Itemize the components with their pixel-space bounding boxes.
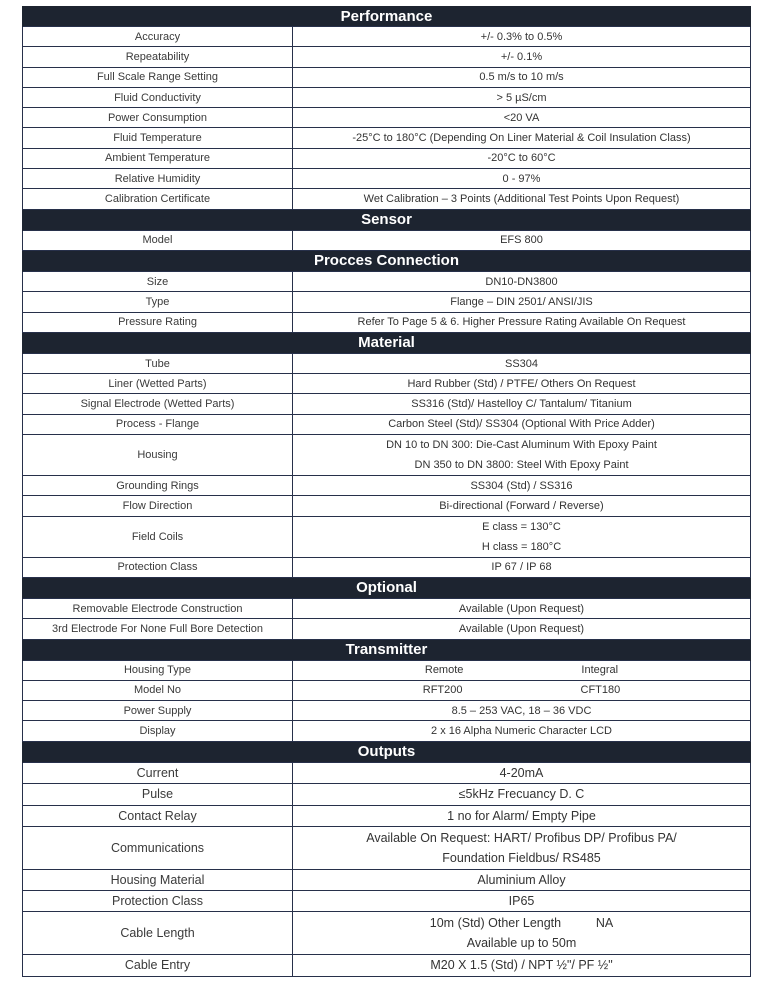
section-title: Outputs [23, 741, 751, 762]
row-label: 3rd Electrode For None Full Bore Detection [23, 619, 293, 639]
table-row [23, 47, 751, 67]
row-value: Flange – DIN 2501/ ANSI/JIS [293, 292, 751, 312]
row-label: Signal Electrode (Wetted Parts) [23, 394, 293, 414]
row-label: Repeatability [23, 47, 293, 67]
row-label: Full Scale Range Setting [23, 67, 293, 87]
table-row [23, 680, 751, 700]
row-value: Hard Rubber (Std) / PTFE/ Others On Request [293, 374, 751, 394]
row-label: Communications [23, 826, 293, 869]
section-header-performance [23, 6, 751, 27]
row-label: Flow Direction [23, 496, 293, 516]
row-value: +/- 0.1% [293, 47, 751, 67]
table-row [23, 784, 751, 805]
row-value: Refer To Page 5 & 6. Higher Pressure Rating Available On Request [293, 312, 751, 332]
table-row [23, 394, 751, 414]
value-line: H class = 180°C [481, 540, 562, 553]
value-integral: CFT180 [580, 684, 621, 697]
section-title: Material [23, 332, 751, 353]
row-label: Grounding Rings [23, 476, 293, 496]
table-row [23, 312, 751, 332]
row-label: Pressure Rating [23, 312, 293, 332]
row-value [293, 516, 751, 557]
table-row [23, 826, 751, 869]
row-value: 4-20mA [293, 762, 751, 783]
row-value: Available (Upon Request) [293, 619, 751, 639]
table-row [23, 721, 751, 741]
row-label: Cable Entry [23, 955, 293, 976]
section-header-sensor [23, 209, 751, 230]
row-label: Accuracy [23, 27, 293, 47]
row-value: -25°C to 180°C (Depending On Liner Material & Coil Insulation Class) [293, 128, 751, 148]
table-row [23, 169, 751, 189]
value-line: DN 10 to DN 300: Die-Cast Aluminum With Epoxy Paint [386, 439, 657, 452]
row-label: Pulse [23, 784, 293, 805]
row-label: Housing Material [23, 869, 293, 890]
row-value: 0.5 m/s to 10 m/s [293, 67, 751, 87]
row-value: ≤5kHz Frecuancy D. C [293, 784, 751, 805]
row-value [293, 660, 751, 680]
value-integral: Integral [581, 664, 619, 677]
section-title: Transmitter [23, 639, 751, 660]
row-value: 2 x 16 Alpha Numeric Character LCD [293, 721, 751, 741]
section-header-process-connection [23, 250, 751, 271]
row-value: -20°C to 60°C [293, 148, 751, 168]
section-header-outputs [23, 741, 751, 762]
value-remote: Remote [424, 664, 464, 677]
row-value: DN10-DN3800 [293, 271, 751, 291]
table-row [23, 955, 751, 976]
row-label: Cable Length [23, 912, 293, 955]
row-value: +/- 0.3% to 0.5% [293, 27, 751, 47]
row-label: Protection Class [23, 891, 293, 912]
specification-table [22, 6, 751, 977]
table-row [23, 912, 751, 955]
table-row [23, 128, 751, 148]
table-row [23, 271, 751, 291]
table-row [23, 476, 751, 496]
row-label: Display [23, 721, 293, 741]
row-value: SS304 [293, 353, 751, 373]
table-row [23, 414, 751, 434]
table-row [23, 869, 751, 890]
value-line: 10m (Std) Other Length NA [429, 916, 614, 931]
row-label: Process - Flange [23, 414, 293, 434]
table-row [23, 762, 751, 783]
row-label: Housing [23, 435, 293, 476]
table-row [23, 292, 751, 312]
table-row [23, 108, 751, 128]
row-value: Available (Upon Request) [293, 598, 751, 618]
row-label: Field Coils [23, 516, 293, 557]
row-label: Current [23, 762, 293, 783]
row-value [293, 912, 751, 955]
value-line: E class = 130°C [482, 520, 561, 533]
row-value: 1 no for Alarm/ Empty Pipe [293, 805, 751, 826]
row-value: IP65 [293, 891, 751, 912]
table-row [23, 496, 751, 516]
row-value: EFS 800 [293, 230, 751, 250]
value-line: Available up to 50m [466, 936, 577, 951]
table-row [23, 891, 751, 912]
table-row [23, 27, 751, 47]
row-label: Fluid Conductivity [23, 87, 293, 107]
table-row [23, 67, 751, 87]
value-line: DN 350 to DN 3800: Steel With Epoxy Paint [414, 459, 629, 472]
row-value: M20 X 1.5 (Std) / NPT ½"/ PF ½" [293, 955, 751, 976]
row-label: Power Consumption [23, 108, 293, 128]
row-value: Carbon Steel (Std)/ SS304 (Optional With Price Adder) [293, 414, 751, 434]
row-label: Power Supply [23, 701, 293, 721]
row-label: Relative Humidity [23, 169, 293, 189]
table-row [23, 701, 751, 721]
row-value: Aluminium Alloy [293, 869, 751, 890]
value-remote: RFT200 [422, 684, 463, 697]
row-value: 0 - 97% [293, 169, 751, 189]
table-row [23, 557, 751, 577]
table-row [23, 619, 751, 639]
section-header-transmitter [23, 639, 751, 660]
row-label: Fluid Temperature [23, 128, 293, 148]
row-value [293, 826, 751, 869]
section-header-material [23, 332, 751, 353]
table-row [23, 374, 751, 394]
row-label: Removable Electrode Construction [23, 598, 293, 618]
row-label: Type [23, 292, 293, 312]
row-label: Size [23, 271, 293, 291]
section-title: Performance [23, 6, 751, 27]
section-title: Sensor [23, 209, 751, 230]
row-label: Model No [23, 680, 293, 700]
table-row [23, 598, 751, 618]
table-row [23, 87, 751, 107]
table-row [23, 353, 751, 373]
row-value: IP 67 / IP 68 [293, 557, 751, 577]
table-row [23, 189, 751, 209]
table-row [23, 660, 751, 680]
row-label: Calibration Certificate [23, 189, 293, 209]
table-row [23, 230, 751, 250]
table-row [23, 148, 751, 168]
row-label: Ambient Temperature [23, 148, 293, 168]
row-value [293, 435, 751, 476]
row-value: <20 VA [293, 108, 751, 128]
row-label: Protection Class [23, 557, 293, 577]
row-value: Wet Calibration – 3 Points (Additional Test Points Upon Request) [293, 189, 751, 209]
row-value: 8.5 – 253 VAC, 18 – 36 VDC [293, 701, 751, 721]
row-label: Contact Relay [23, 805, 293, 826]
table-row [23, 805, 751, 826]
section-title: Optional [23, 577, 751, 598]
row-value: Bi-directional (Forward / Reverse) [293, 496, 751, 516]
section-title: Procces Connection [23, 250, 751, 271]
table-row [23, 435, 751, 476]
row-value: SS304 (Std) / SS316 [293, 476, 751, 496]
value-line: Foundation Fieldbus/ RS485 [442, 850, 601, 865]
row-value [293, 680, 751, 700]
row-label: Liner (Wetted Parts) [23, 374, 293, 394]
row-value: > 5 µS/cm [293, 87, 751, 107]
row-label: Housing Type [23, 660, 293, 680]
table-row [23, 516, 751, 557]
value-line: Available On Request: HART/ Profibus DP/ Profibus PA/ [366, 830, 677, 845]
row-label: Model [23, 230, 293, 250]
row-value: SS316 (Std)/ Hastelloy C/ Tantalum/ Titanium [293, 394, 751, 414]
section-header-optional [23, 577, 751, 598]
row-label: Tube [23, 353, 293, 373]
